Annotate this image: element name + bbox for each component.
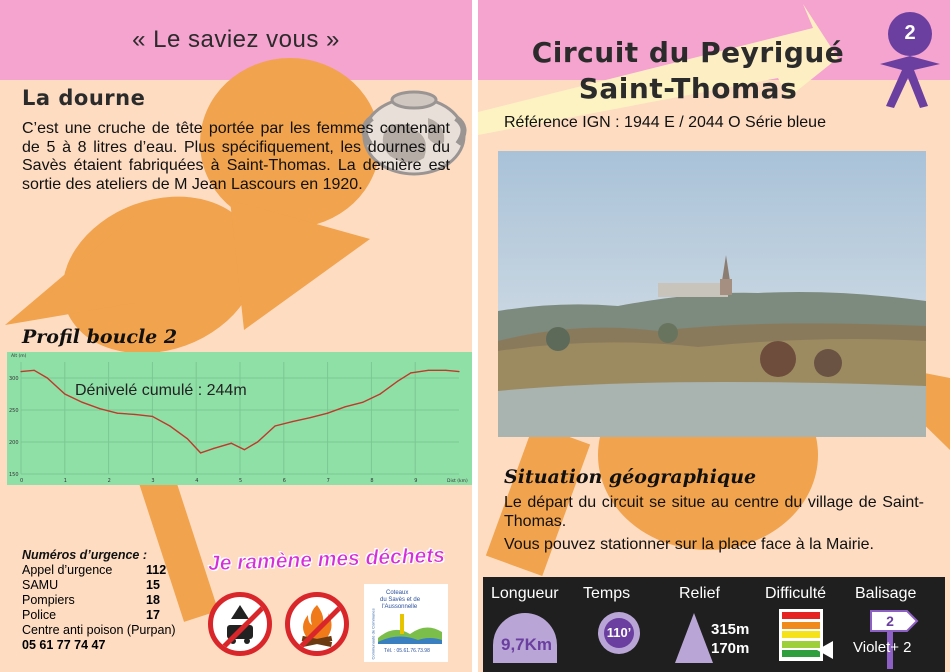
emergency-row [20, 608, 178, 623]
difficulty-pointer-icon [817, 641, 833, 659]
profile-point [47, 377, 48, 378]
profile-point [244, 449, 245, 450]
profile-xtick-label: 3 [151, 478, 155, 484]
profile-point [362, 402, 363, 403]
emergency-row [20, 593, 178, 608]
trail-stats-bar [483, 577, 945, 672]
profile-point [380, 393, 381, 394]
profile-point [309, 417, 310, 418]
elevation-profile-chart [7, 352, 472, 485]
difficulty-level-bar [782, 612, 820, 619]
profile-point [458, 371, 459, 372]
profile-point [345, 406, 346, 407]
profile-point [292, 421, 293, 422]
emergency-label: SAMU [22, 578, 59, 592]
emergency-number: 112 [146, 563, 167, 577]
logo-phone: Tél. : 05.61.76.73.98 [384, 648, 430, 654]
profile-point [152, 416, 153, 417]
profile-point [213, 448, 214, 449]
marking-label: Balisage [855, 585, 917, 602]
emergency-number: 17 [146, 608, 160, 622]
profile-elevation-note: Dénivelé cumulé : 244m [75, 382, 247, 399]
profile-point [20, 371, 21, 372]
relief-max: 315m [711, 621, 750, 638]
profile-point [397, 381, 398, 382]
no-fire-icon [285, 592, 349, 656]
profile-point [327, 413, 328, 414]
difficulty-label: Difficulté [765, 585, 827, 602]
profile-xtick-label: 9 [414, 478, 418, 484]
profile-point [257, 441, 258, 442]
emergency-title: Numéros d’urgence : [22, 548, 148, 562]
profile-xtick-label: 7 [326, 478, 330, 484]
profile-point [428, 370, 429, 371]
no-camping-icon [208, 592, 272, 656]
profile-xtick-label: 8 [370, 478, 374, 484]
emergency-label: Police [22, 608, 57, 622]
difficulty-level-bar [782, 650, 820, 657]
length-label: Longueur [491, 585, 559, 602]
left-panel [0, 0, 472, 672]
emergency-label: Pompiers [22, 593, 75, 607]
relief-label: Relief [679, 585, 720, 602]
profile-point [169, 425, 170, 426]
profile-xtick-label: 1 [63, 478, 67, 484]
difficulty-level-bar [782, 641, 820, 648]
logo-line: du Savès et de [380, 597, 421, 603]
profile-point [187, 438, 188, 439]
trail-title-line1: Circuit du Peyrigué [531, 36, 845, 69]
profile-xtick-label: 5 [239, 478, 243, 484]
time-label: Temps [583, 585, 631, 602]
situation-title: Situation géographique [504, 466, 757, 488]
ign-reference: Référence IGN : 1944 E / 2044 O Série bleue [504, 114, 826, 131]
profile-ytick-label: 300 [9, 376, 19, 382]
profile-point [99, 408, 100, 409]
marking-number: 2 [886, 613, 894, 629]
emergency-number: 15 [146, 578, 160, 592]
profile-point [117, 413, 118, 414]
profile-y-axis-label: Alt (m) [11, 354, 27, 359]
profile-x-axis-label: Dist (km) [447, 479, 468, 484]
emergency-row [20, 578, 178, 593]
difficulty-level-bar [782, 622, 820, 629]
profile-point [64, 393, 65, 394]
logo-side-text: Communauté de Communes [370, 608, 376, 660]
right-panel [478, 0, 950, 672]
antipoison-phone: 05 61 77 74 47 [22, 638, 106, 652]
profile-xtick-label: 4 [195, 478, 199, 484]
logo-line: l'Aussonnelle [382, 604, 418, 610]
emergency-row [20, 638, 178, 653]
profile-point [134, 414, 135, 415]
emergency-table [20, 563, 178, 653]
header-title: « Le saviez vous » [132, 26, 340, 53]
profile-ytick-label: 250 [9, 408, 19, 414]
marking-text: Violet+ 2 [853, 639, 912, 656]
time-value: 110’ [606, 625, 632, 640]
length-value: 9,7Km [501, 635, 553, 654]
emergency-number: 18 [146, 593, 160, 607]
profile-point [231, 443, 232, 444]
profile-point [82, 402, 83, 403]
situation-text: Le départ du circuit se situe au centre du village de Saint-Thomas. [504, 494, 924, 530]
profile-xtick-label: 0 [20, 478, 24, 484]
profile-ytick-label: 150 [9, 472, 19, 478]
dourne-paragraph: C’est une cruche de tête portée par les femmes contenant de 5 à 8 litres d’eau. Plus spécifiquement, les dournes du Savès étaient fabriquées à Saint-Thomas. La dernière est sortie des ateliers de M Jean Lascours en 1920. [22, 120, 450, 193]
emergency-label: Centre anti poison (Purpan) [22, 623, 176, 637]
profile-xtick-label: 6 [282, 478, 286, 484]
relief-mountain-icon [675, 613, 713, 663]
profile-point [445, 370, 446, 371]
profile-title: Profil boucle 2 [22, 326, 178, 348]
difficulty-level-bar [782, 631, 820, 638]
emergency-label: Appel d’urgence [22, 563, 113, 577]
profile-point [200, 452, 201, 453]
waste-slogan: Je ramène mes déchets [207, 543, 446, 576]
profile-ytick-label: 200 [9, 440, 19, 446]
badge-number: 2 [904, 22, 916, 44]
profile-point [274, 425, 275, 426]
trail-title-line2: Saint-Thomas [578, 72, 798, 105]
relief-min: 170m [711, 640, 750, 657]
emergency-row [20, 623, 178, 638]
profile-point [34, 370, 35, 371]
community-logo [364, 584, 448, 662]
profile-xtick-label: 2 [107, 478, 111, 484]
elevation-profile-svg [7, 352, 472, 485]
profile-point [410, 372, 411, 373]
section-title: La dourne [22, 86, 146, 110]
parking-text: Vous pouvez stationner sur la place face à la Mairie. [504, 536, 874, 553]
logo-line: Coteaux [386, 590, 409, 596]
emergency-row [20, 563, 178, 578]
orange-triangle-decoration-2 [230, 200, 370, 330]
village-landscape-photo [498, 151, 926, 437]
landscape-logo-icon [378, 614, 442, 644]
